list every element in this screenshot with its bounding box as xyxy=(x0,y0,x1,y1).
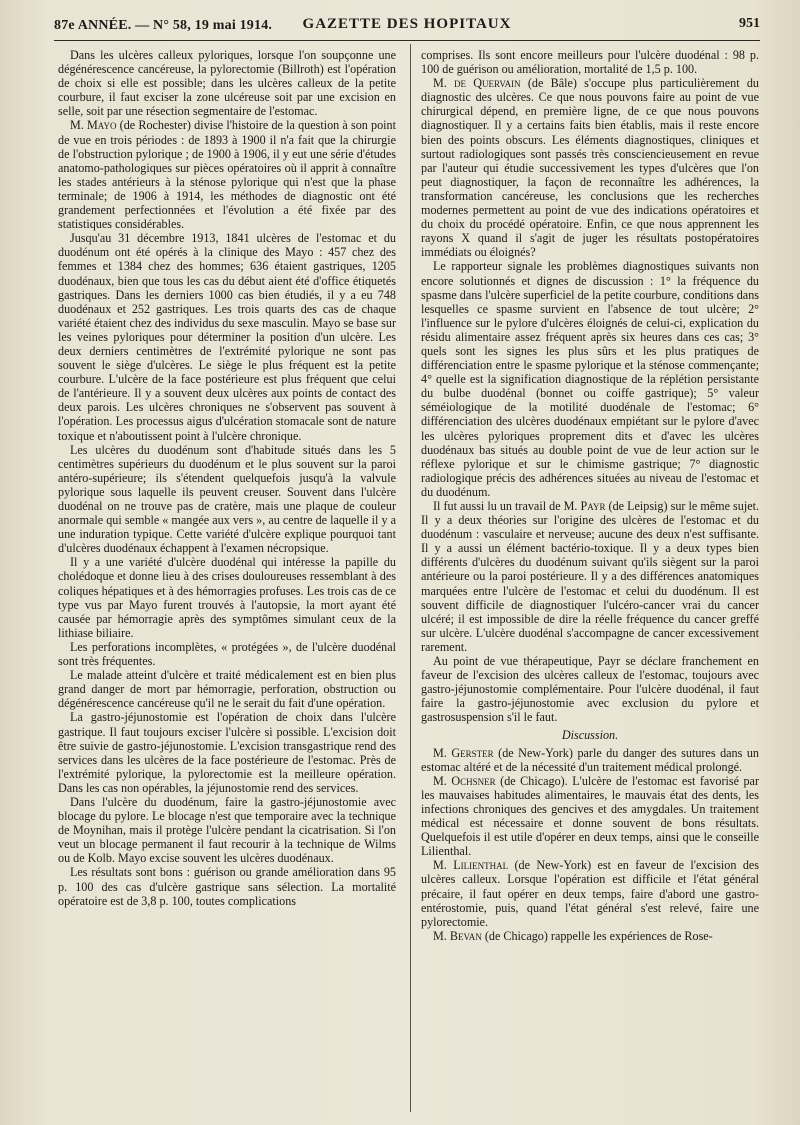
paragraph xyxy=(421,499,759,654)
paragraph xyxy=(58,118,396,231)
paragraph xyxy=(421,76,759,259)
author-name: M. Mayo xyxy=(70,118,117,133)
paragraph-text: Il fut aussi lu un travail de xyxy=(433,499,564,513)
paragraph xyxy=(421,929,759,943)
paragraph-text: (de Leipsig) sur le même sujet. Il y a deux théories sur l'origine des ulcères de l'estomac et du duodénum : vasculaire et nerveuse; aucune des deux n'est suffisante. Il y a aussi un élément bactério-toxique. Il y a deux types bien différents d'ulcères du duodénum suivant qu'ils siègent sur la paroi antérieure ou la paroi postérieure. Il y a des différences anatomiques marquées entre l'ulcère de l'estomac et celui du duodénum. Il est souvent difficile de diagnostiquer l'ulcéro-cancer vrai du cancer ulcéré; il est impossible de dire la réelle fréquence du cancer greffé sur ulcère. L'ulcère duodénal s'accompagne de cancer excessivement rarement. xyxy=(421,499,760,654)
left-column xyxy=(58,48,396,908)
paragraph-text: (de New-York) est en faveur de l'excision des ulcères calleux. Lorsque l'opération est difficile et l'état général précaire, il faut opérer en deux temps, faire d'abord une gastro-entérostomie, puis, quand l'état général s'est relevé, faire une pylorectomie. xyxy=(421,858,759,929)
paragraph: Le malade atteint d'ulcère et traité médicalement est en bien plus grand danger de mort par hémorragie, perforation, obstruction ou dégénérescence cancéreuse qu'il ne le serait du fait d'une opération. xyxy=(58,668,396,711)
paragraph: Le rapporteur signale les problèmes diagnostiques suivants non encore solutionnés et dignes de discussion : 1° la fréquence du spasme dans l'ulcère superficiel de la petite courbure, conditions dans lesquelles ce spasme survient en l'absence de tout ulcère; 2° l'influence sur le pylore d'ulcères éloignés de celui-ci, explication du résidu alimentaire assez fréquent après six heures dans ces cas; 3° quels sont les signes les plus sûrs et les plus pratiques de différenciation entre le spasme pylorique et la sténose commençante; 4° quelle est la signification diagnostique de la réplétion persistante du bulbe duodénal (bonnet ou coiffe gastrique); 5° valeur séméiologique de la motilité duodénale de l'estomac; 6° différenciation des ulcères duodénaux empiétant sur le pylore d'avec les ulcères pyloriques proprement dits et d'avec les ulcères duodénaux bas situés au double point de vue de leur action sur le réflexe pylorique et sur le chimisme gastrique; 7° diagnostic radiologique précis des adhérences situées au niveau de l'estomac et du duodénum. xyxy=(421,259,759,499)
author-name: M. Lilienthal xyxy=(433,858,509,873)
paragraph: Les résultats sont bons : guérison ou grande amélioration dans 95 p. 100 des cas d'ulcère gastrique sans sélection. La mortalité opératoire est de 3,8 p. 100, toutes complications xyxy=(58,865,396,908)
paragraph: Au point de vue thérapeutique, Payr se déclare franchement en faveur de l'excision des ulcères calleux de l'estomac, toujours avec gastro-jéjunostomie complémentaire. Pour l'ulcère duodénal, il faut faire la gastro-jéjunostomie avec exclusion du pylore et gastrosuspension s'il le faut. xyxy=(421,654,759,725)
author-name: M. Ochsner xyxy=(433,773,496,788)
paragraph-text: (de Chicago) rappelle les expériences de Rose- xyxy=(481,928,713,943)
paragraph xyxy=(421,746,759,774)
paragraph-text: (de New-York) parle du danger des sutures dans un estomac altéré et de la nécessité d'un traitement médical prolongé. xyxy=(421,745,759,774)
author-name: M. Gerster xyxy=(433,745,494,760)
right-column xyxy=(421,48,759,943)
column-divider xyxy=(410,44,411,1112)
paragraph: La gastro-jéjunostomie est l'opération de choix dans l'ulcère gastrique. Il faut toujours exciser l'ulcère si possible. L'excision doit être suivie de gastro-jéjunostomie. L'excision transgastrique rend des services dans les ulcères de la face postérieure de l'estomac. Près de l'extrémité pylorique, la pylorectomie est la meilleure opération. Dans les cas non opérables, la jéjunostomie rend des services. xyxy=(58,710,396,795)
author-name: M. Bevan xyxy=(433,928,482,943)
paragraph: Les ulcères du duodénum sont d'habitude situés dans les 5 centimètres supérieurs du duodénum et le plus souvent sur la paroi antéro-supérieure; ils s'étendent quelquefois jusqu'à la valvule pylorique sous laquelle ils peuvent creuser. Souvent dans l'ulcère duodénal on ne trouve pas de cratère, mais une plaque de couleur anormale qui semble « mangée aux vers », au centre de laquelle il y a une induration typique. Cette variété d'ulcère explique pourquoi tant d'ulcères duodénaux échappent à l'examen nécropsique. xyxy=(58,442,396,556)
paragraph: Dans les ulcères calleux pyloriques, lorsque l'on soupçonne une dégénérescence cancéreuse, la pylorectomie (Billroth) est l'opération de choix si elle est possible; dans les ulcères calleux de la petite courbure, il faut exciser la zone ulcéreuse soit par une excision en selle, soit par une résection segmentaire de l'estomac. xyxy=(58,48,396,119)
author-name: M. de Quervain xyxy=(433,76,521,91)
paragraph-text: (de Rochester) divise l'histoire de la question à son point de vue en trois périodes : de 1893 à 1900 il n'a fait que la chirurgie de l'obstruction pylorique ; de 1900 à 1906, il y eut une série d'études anatomo-pathologiques sur pièces opératoires où il apprit à connaître les stades antérieurs à la sténose pylorique qui n'est que la phase terminale; de 1906 à 1914, les méthodes de diagnostic ont été grandement perfectionnées et l'évolution a été fixée par des statistiques considérables. xyxy=(58,118,396,232)
header-rule xyxy=(54,40,760,41)
journal-title: GAZETTE DES HOPITAUX xyxy=(302,16,512,32)
issue-line: 87e ANNÉE. — N° 58, 19 mai 1914. xyxy=(54,18,273,33)
paragraph: Il y a une variété d'ulcère duodénal qui intéresse la papille du cholédoque et donne lieu à des crises douloureuses ressemblant à des coliques hépatiques et à des hémorragies profuses. Les trois cas de ce type vus par Mayo furent trouvés à l'autopsie, la mort ayant été causée par hémorragie après des symptômes simulant ceux de la lithiase biliaire. xyxy=(58,555,396,640)
paragraph: Dans l'ulcère du duodénum, faire la gastro-jéjunostomie avec blocage du pylore. Le blocage n'est que temporaire avec la technique de Moynihan, mais il protège l'ulcère pendant la cicatrisation. Si l'on veut un blocage permanent il faut recourir à la technique de Wilms ou de Kolb. Mayo excise souvent les ulcères duodénaux. xyxy=(58,794,396,866)
paragraph xyxy=(421,858,759,928)
paragraph xyxy=(421,774,759,859)
discussion-heading: Discussion. xyxy=(561,727,619,742)
paragraph: Les perforations incomplètes, « protégées », de l'ulcère duodénal sont très fréquentes. xyxy=(58,639,396,669)
paragraph-text: (de Bâle) s'occupe plus particulièrement du diagnostic des ulcères. Ce que nous pouvons faire au point de vue chirurgical dépend, en première ligne, de ce que nous pouvons diagnostiquer. Il y a certains faits bien établis, mais il reste encore bien des points obscurs. Les éléments diagnostiques, cliniques et surtout radiologiques sont passés très consciencieusement en revue par l'auteur qui étudie successivement les types d'ulcères que l'on peut diagnostiquer, la façon de reconnaître les adhérences, la transformation cancéreuse, les conclusions que les recherches modernes permettent au point de vue des indications opératoires et du choix du procédé opératoire. Enfin, ce que nous apprennent les rayons X quand il s'agit de juger les résultats postopératoires immédiats ou éloignés? xyxy=(421,76,759,260)
paragraph: Jusqu'au 31 décembre 1913, 1841 ulcères de l'estomac et du duodénum ont été opérés à la clinique des Mayo : 457 chez des femmes et 1384 chez des hommes; 636 étaient gastriques, 1205 duodénaux, bien que tous les cas du début aient été d'office étiquetés gastriques. Dans les derniers 1000 cas bien étudiés, il y a eu 748 duodénaux et 252 gastriques. Les trois quarts des cas de chaque variété étaient chez des individus du sexe masculin. Mayo se base sur les veines pyloriques pour déterminer la position d'un ulcère. Les deux derniers centimètres de l'extrémité pylorique ne sont pas souvent le siège d'ulcères. Le siège le plus fréquent est la petite courbure. L'ulcère de la face postérieure est plus fréquent que celui de l'antérieure. Il y a souvent deux ulcères aux points de contact des deux parois. Les ulcères chroniques ne s'observent pas souvent à l'opération. Les processus aigus d'ulcération stomacale sont de nature toxique et n'aboutissent point à l'ulcère chronique. xyxy=(58,231,396,443)
paragraph: comprises. Ils sont encore meilleurs pour l'ulcère duodénal : 98 p. 100 de guérison ou amélioration, mortalité de 1,5 p. 100. xyxy=(421,48,759,77)
author-name: M. Payr xyxy=(563,499,606,513)
paragraph-text: (de Chicago). L'ulcère de l'estomac est favorisé par les mauvaises habitudes alimentaires, le mauvais état des dents, les infections chroniques des gencives et des amygdales. Un traitement médical est nécessaire et donne souvent de bons résultats. Quelquefois il est utile d'opérer en deux temps, ainsi que le conseille Lilienthal. xyxy=(421,773,759,859)
page-number: 951 xyxy=(739,16,760,31)
page-header xyxy=(54,14,760,36)
